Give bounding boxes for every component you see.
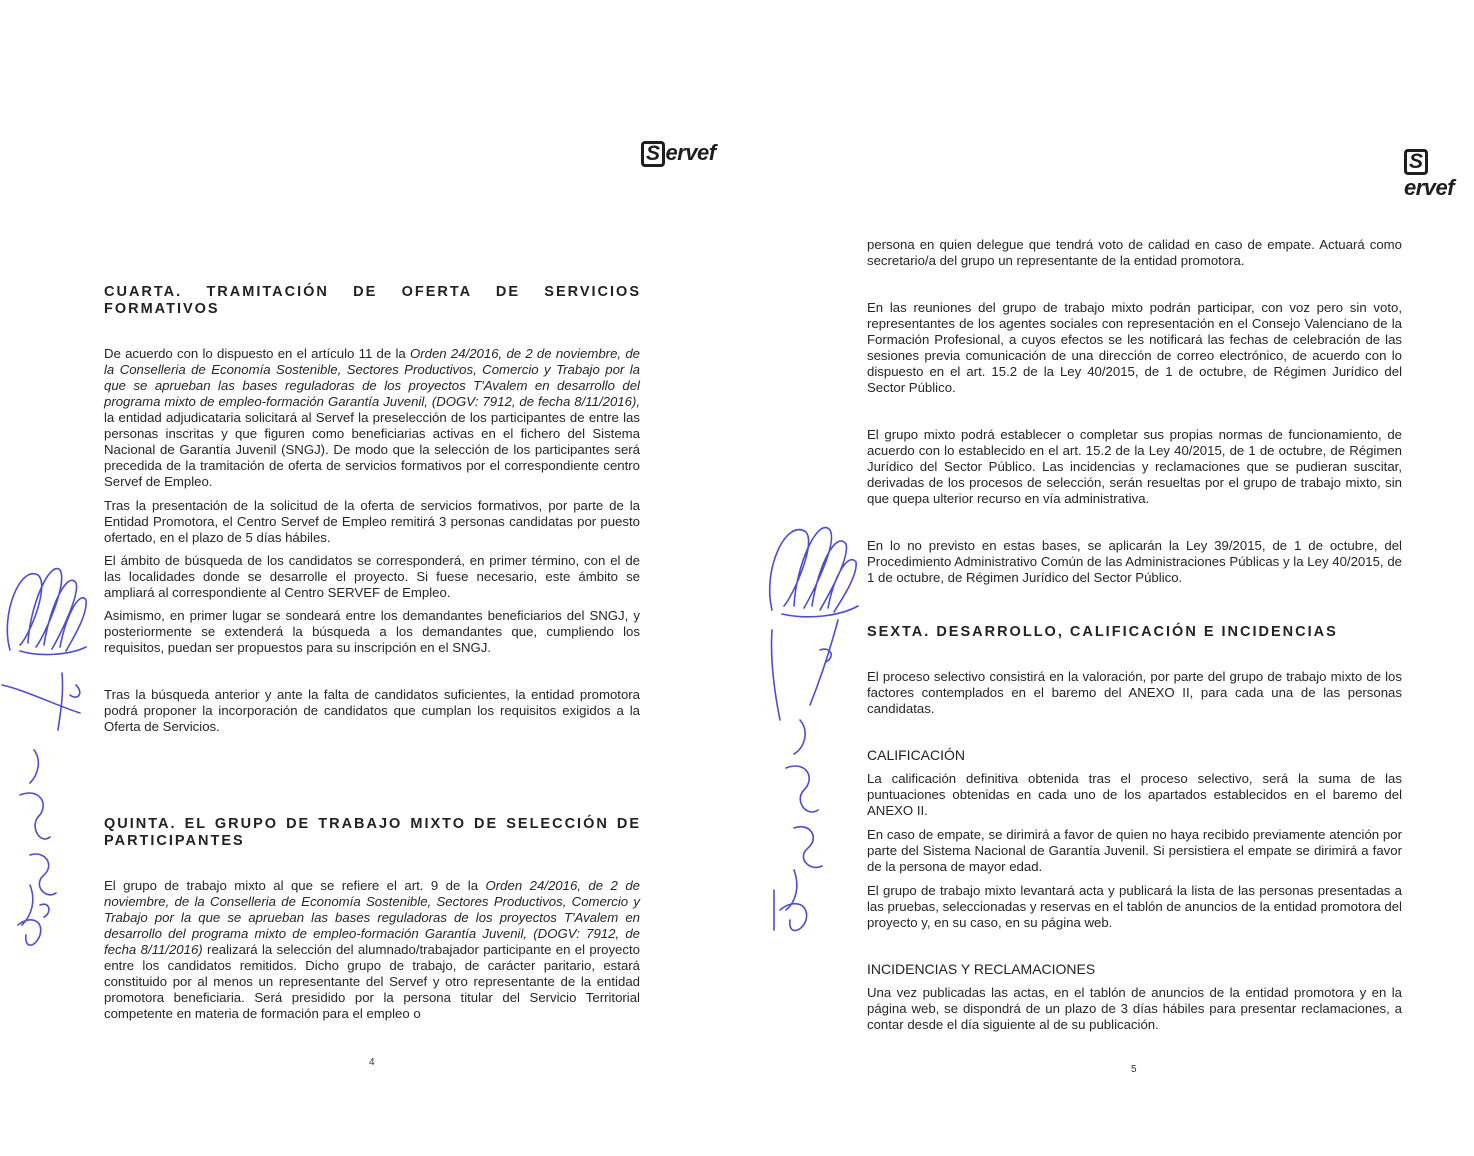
page-number-left: 4 xyxy=(369,1057,375,1068)
servef-logo-mark: S xyxy=(641,141,665,167)
calificacion-heading: CALIFICACIÓN xyxy=(867,747,966,763)
servef-logo xyxy=(1404,148,1474,201)
sexta-paragraph-1: El proceso selectivo consistirá en la valoración, por parte del grupo de trabajo mixto de los factores contemplados en el baremo del ANEXO II, para cada una de las personas candidatas. xyxy=(867,669,1402,716)
quinta-paragraph-3: En las reuniones del grupo de trabajo mixto podrán participar, con voz pero sin voto, representantes de los agentes sociales con representación en el Consejo Valenciano de la Formación Profesional, a cuyos efectos se les notificará las fechas de celebración de las sesiones previa comunicación de una dirección de correo electrónico, de acuerdo con lo dispuesto en el art. 15.2 de la Ley 40/2015, de 1 de octubre, de Régimen Jurídico del Sector Público. xyxy=(867,300,1402,395)
text-run: El grupo de trabajo mixto al que se refiere el art. 9 de la xyxy=(104,878,486,893)
cuarta-heading: CUARTA. TRAMITACIÓN DE OFERTA DE SERVICIOS FORMATIVOS xyxy=(104,284,641,317)
calificacion-paragraph-1: La calificación definitiva obtenida tras el proceso selectivo, será la suma de las puntuaciones obtenidas en cada uno de los apartados establecidos en el baremo del ANEXO II. xyxy=(867,771,1402,818)
quinta-paragraph-2: persona en quien delegue que tendrá voto de calidad en caso de empate. Actuará como secretario/a del grupo un representante de la entidad promotora. xyxy=(867,237,1402,268)
signature-left xyxy=(0,555,100,985)
incidencias-heading: INCIDENCIAS Y RECLAMACIONES xyxy=(867,961,1096,977)
servef-logo xyxy=(641,140,716,167)
page-right xyxy=(746,0,1474,1156)
incidencias-paragraph-1: Una vez publicadas las actas, en el tablón de anuncios de la entidad promotora y en la página web, se dispondrá de un plazo de 3 días hábiles para presentar reclamaciones, a contar desde el día siguiente al de su publicación. xyxy=(867,985,1402,1032)
servef-logo-text: ervef xyxy=(1404,175,1455,200)
text-run: De acuerdo con lo dispuesto en el artículo 11 de la xyxy=(104,346,410,361)
quinta-heading: QUINTA. EL GRUPO DE TRABAJO MIXTO DE SELECCIÓN DE PARTICIPANTES xyxy=(104,816,641,849)
cuarta-paragraph-2: Tras la presentación de la solicitud de la oferta de servicios formativos, por parte de la Entidad Promotora, el Centro Servef de Empleo remitirá 3 personas candidatas por puesto ofertado, en el plazo de 5 días hábiles. xyxy=(104,498,640,545)
quinta-paragraph-1 xyxy=(104,878,640,1022)
cuarta-paragraph-3: El ámbito de búsqueda de los candidatos se corresponderá, en primer término, con el de las localidades donde se desarrolle el proyecto. Si fuese necesario, este ámbito se ampliará al correspondiente al Centro SERVEF de Empleo. xyxy=(104,553,640,600)
quinta-paragraph-5: En lo no previsto en estas bases, se aplicarán la Ley 39/2015, de 1 de octubre, del Procedimiento Administrativo Común de las Administraciones Públicas y la Ley 40/2015, de 1 de octubre, de Régimen Jurídico del Sector Público. xyxy=(867,538,1402,585)
calificacion-paragraph-3: El grupo de trabajo mixto levantará acta y publicará la lista de las personas presentadas a las pruebas, seleccionadas y reservas en el tablón de anuncios de la entidad promotora del proyecto y, en su caso, en su página web. xyxy=(867,883,1402,930)
cuarta-paragraph-1 xyxy=(104,346,640,490)
text-run: la entidad adjudicataria solicitará al Servef la preselección de los participantes de entre las personas inscritas y que figuren como beneficiarias activas en el fichero del Sistema Nacional de Garantía Juvenil (SNGJ). De modo que la selección de los participantes será precedida de la tramitación de oferta de servicios formativos por el correspondiente centro Servef de Empleo. xyxy=(104,410,640,489)
cuarta-paragraph-4: Asimismo, en primer lugar se sondeará entre los demandantes beneficiarios del SNGJ, y posteriormente se extenderá la búsqueda a los demandantes que, cumpliendo los requisitos, puedan ser propuestos para su inscripción en el SNGJ. xyxy=(104,608,640,655)
calificacion-paragraph-2: En caso de empate, se dirimirá a favor de quien no haya recibido previamente atención por parte del Sistema Nacional de Garantía Juvenil. Si persistiera el empate se dirimirá a favor de la persona de mayor edad. xyxy=(867,827,1402,874)
servef-logo-text: ervef xyxy=(665,140,716,165)
signature-right xyxy=(760,510,870,950)
servef-logo-mark: S xyxy=(1404,149,1428,175)
orden-citation: Orden 24/2016, de 2 de noviembre, de la Conselleria de Economía Sostenible, Sectores Productivos, Comercio y Trabajo por la que se aprueban las bases reguladoras de los proyectos T'Avalem en desarrollo del programa mixto de empleo-formación Garantía Juvenil, (DOGV: 7912, de fecha 8/11/2016), xyxy=(104,346,640,409)
quinta-paragraph-4: El grupo mixto podrá establecer o completar sus propias normas de funcionamiento, de acuerdo con lo establecido en el art. 15.2 de la Ley 40/2015, de 1 de octubre, de Régimen Jurídico del Sector Público. Las incidencias y reclamaciones que se pudieran suscitar, derivadas de los procesos de selección, serán resueltas por el grupo de trabajo mixto, sin que quepa ulterior recurso en vía administrativa. xyxy=(867,427,1402,506)
cuarta-paragraph-5: Tras la búsqueda anterior y ante la falta de candidatos suficientes, la entidad promotora podrá proponer la incorporación de candidatos que cumplan los requisitos exigidos a la Oferta de Servicios. xyxy=(104,687,640,734)
page-number-right: 5 xyxy=(1131,1064,1137,1075)
sexta-heading: SEXTA. DESARROLLO, CALIFICACIÓN E INCIDENCIAS xyxy=(867,624,1338,640)
orden-citation: Orden 24/2016, de 2 de noviembre, de la Conselleria de Economía Sostenible, Sectores Productivos, Comercio y Trabajo por la que se aprueban las bases reguladoras de los proyectos T'Avalem en desarrollo del programa mixto de empleo-formación Garantía Juvenil, (DOGV: 7912, de fecha 8/11/2016) xyxy=(104,878,641,957)
text-run: realizará la selección del alumnado/trabajador participante en el proyecto entre los candidatos remitidos. Dicho grupo de trabajo, de carácter paritario, estará constituido por al menos un representante del Servef y otro representante de la entidad promotora beneficiaria. Será presidido por la persona titular del Servicio Territorial competente en materia de formación para el empleo o xyxy=(104,942,640,1021)
